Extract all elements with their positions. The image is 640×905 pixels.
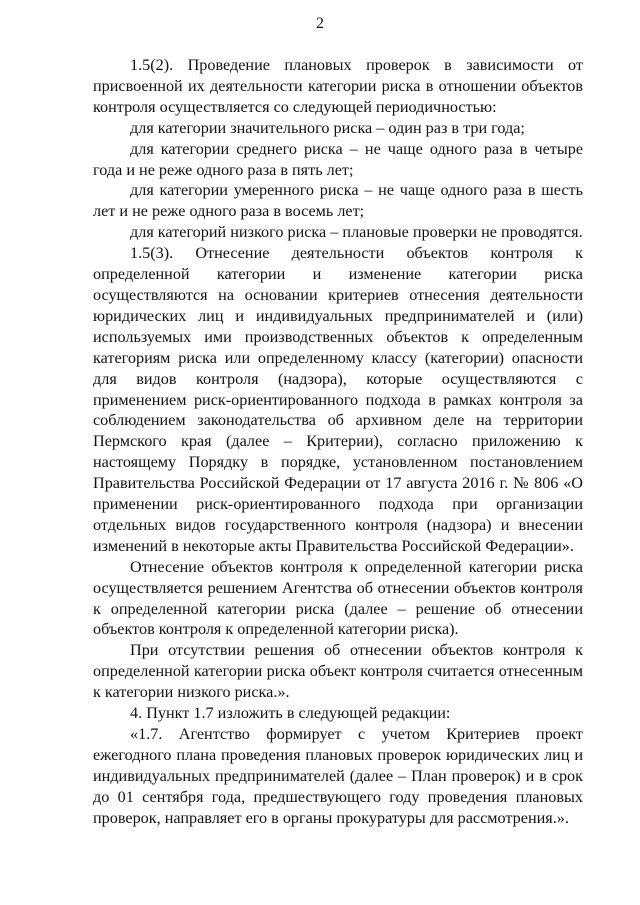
paragraph-moderate-risk: для категории умеренного риска – не чаще одного раза в шесть лет и не реже одного раза в восемь лет; [93,181,583,221]
paragraph-item-4: 4. Пункт 1.7 изложить в следующей редакции: [130,704,451,723]
paragraph-assignment-decision: Отнесение объектов контроля к определенной категории риска осуществляется решением Агентства об отнесении объектов контроля к определенной категории риска (далее – решение об отнесении объектов контроля к определенной категории риска). [93,557,583,639]
paragraph-low-risk: для категорий низкого риска – плановые проверки не проводятся. [130,223,583,242]
paragraph-no-decision: При отсутствии решения об отнесении объектов контроля к определенной категории риска объект контроля считается отнесенным к категории низкого риска.». [93,641,583,702]
paragraph-significant-risk: для категории значительного риска – один раз в три года; [130,118,525,137]
paragraph-medium-risk: для категории среднего риска – не чаще одного раза в четыре года и не реже одного раза в пять лет; [93,139,583,179]
page-number: 2 [316,15,324,32]
paragraph-1-7: «1.7. Агентство формирует с учетом Критериев проект ежегодного плана проведения плановых проверок юридических лиц и индивидуальных предпринимателей (далее – План проверок) и в срок до 01 сентября года, предшествующего году проведения плановых проверок, направляет его в органы прокуратуры для рассмотрения.». [93,725,583,827]
paragraph-1-5-3: 1.5(3). Отнесение деятельности объектов контроля к определенной категории и изменение категории риска осуществляются на основании критериев отнесения деятельности юридических лиц и индивидуальных предпринимателей и (или) используемых ими производственных объектов к определенным категориям риска или определенному классу (категории) опасности для видов контроля (надзора), которые осуществляются с применением риск-ориентированного подхода в рамках контроля за соблюдением законодательства об архивном деле на территории Пермского края (далее – Критерии), согласно приложению к настоящему Порядку в порядке, установленном постановлением Правительства Российской Федерации от 17 августа 2016 г. № 806 «О применении риск-ориентированного подхода при организации отдельных видов государственного контроля (надзора) и внесении изменений в некоторые акты Правительства Российской Федерации». [93,244,583,555]
paragraph-1-5-2: 1.5(2). Проведение плановых проверок в зависимости от присвоенной их деятельности категории риска в отношении объектов контроля осуществляется со следующей периодичностью: [93,56,583,116]
document-body [93,55,583,829]
